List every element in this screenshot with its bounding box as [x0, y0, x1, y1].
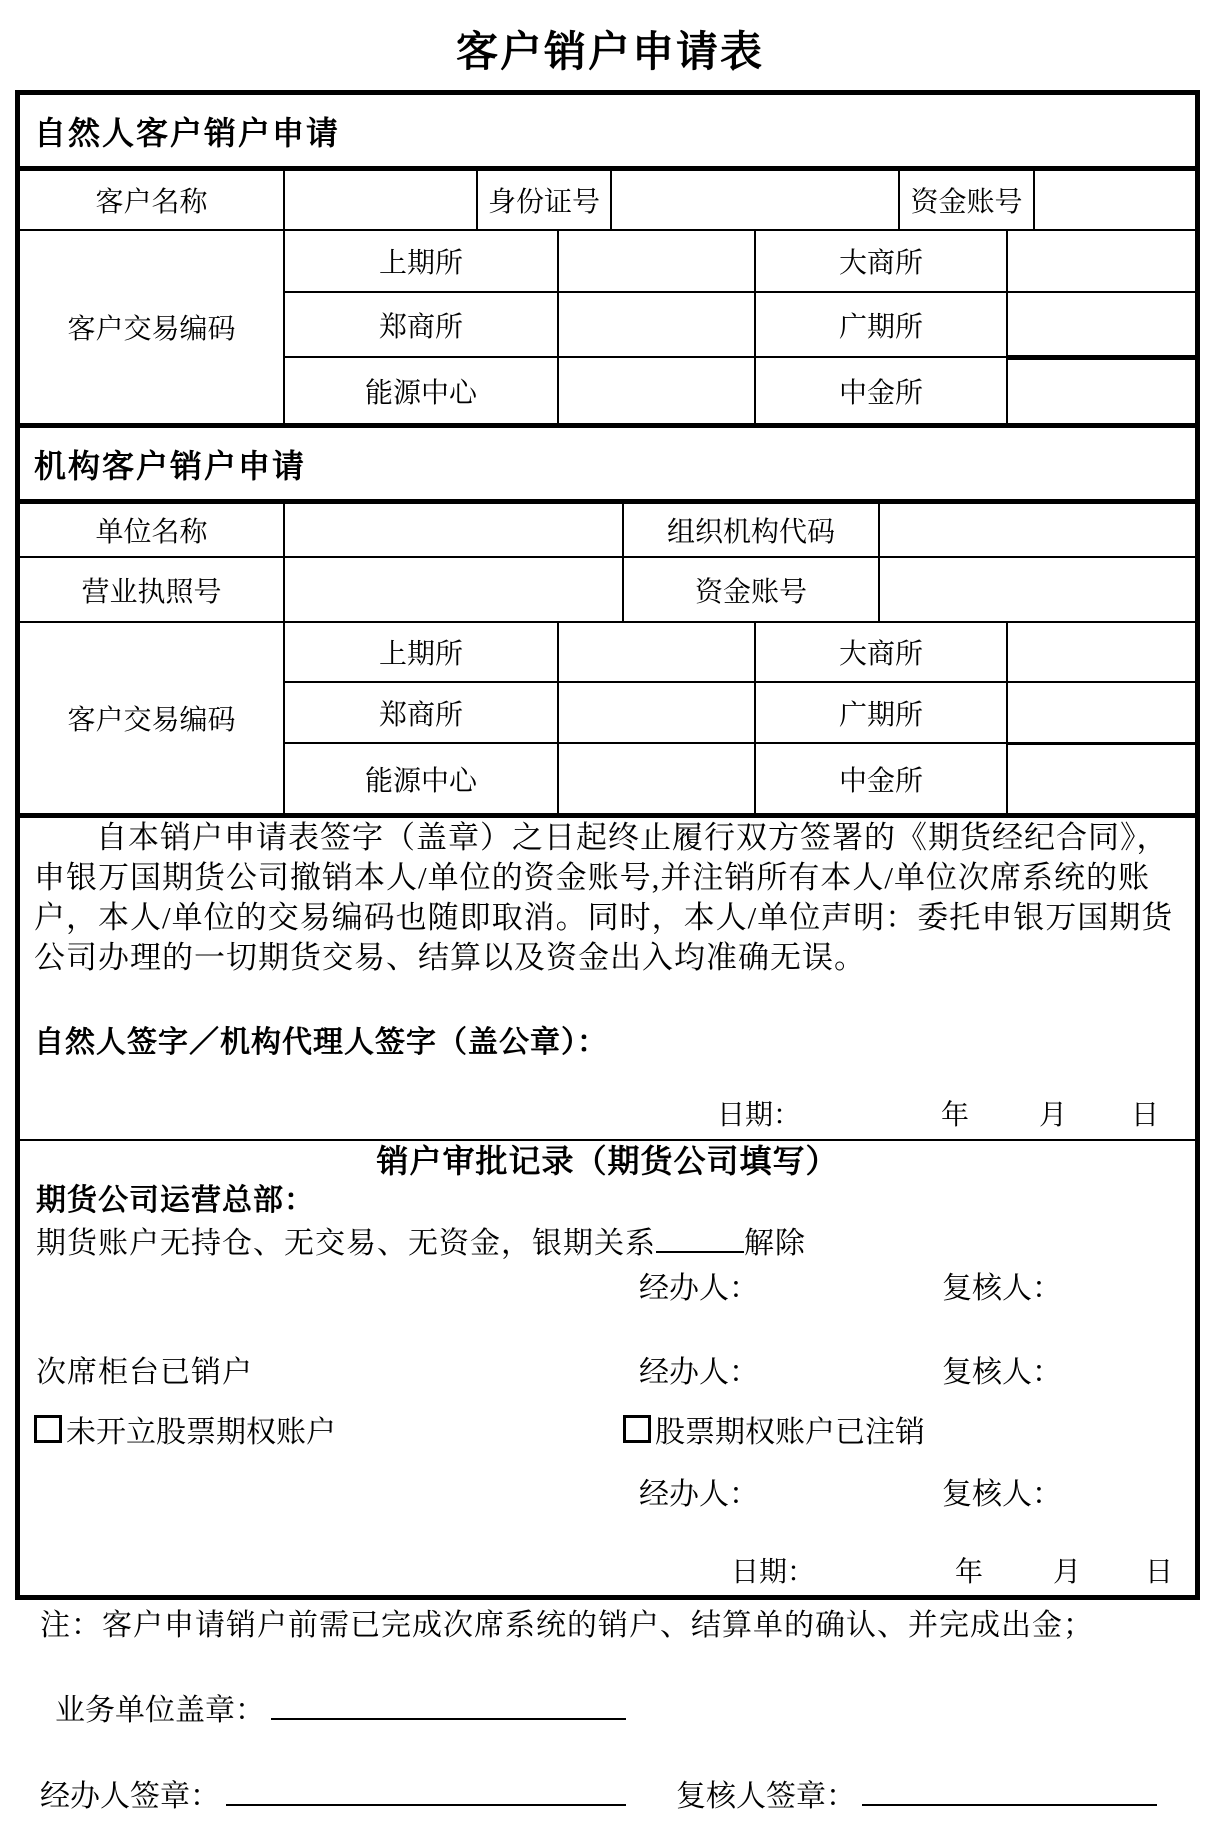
checkbox-item-option-closed [623, 1413, 925, 1453]
checkbox-option-closed-label: 股票期权账户已注销 [655, 1416, 925, 1449]
sub-seat-row [20, 1353, 1195, 1393]
capital-account-label: 资金账号 [899, 171, 1034, 229]
unit-seal-label: 业务单位盖章： [55, 1694, 265, 1727]
month-label: 月 [1038, 1100, 1067, 1131]
natural-shfe-field[interactable] [558, 230, 755, 292]
operator-seal-label: 经办人签章： [40, 1780, 220, 1813]
customer-name-field[interactable] [284, 171, 477, 229]
unit-seal-blank-field[interactable] [271, 1684, 626, 1720]
staff-row-1 [20, 1269, 1195, 1309]
institution-czce-field[interactable] [558, 682, 755, 743]
reviewer-label: 复核人： [942, 1478, 1062, 1511]
checkbox-option-closed-icon[interactable] [623, 1415, 651, 1443]
exchange-label-shfe: 上期所 [284, 230, 558, 292]
year-label: 年 [940, 1100, 969, 1131]
natural-trading-code-label: 客户交易编码 [20, 230, 284, 423]
exchange-label-shfe: 上期所 [284, 622, 558, 682]
institution-cffex-field[interactable] [1007, 743, 1195, 813]
natural-trading-code-table [20, 229, 1195, 423]
customer-name-label: 客户名称 [20, 171, 284, 229]
hq-label: 期货公司运营总部： [36, 1184, 315, 1217]
declaration-line-4: 公司办理的一切期货交易、结算以及资金出入均准确无误。 [34, 940, 866, 975]
operator-label: 经办人： [639, 1478, 759, 1511]
natural-cffex-field[interactable] [1007, 357, 1195, 423]
month-label: 月 [1052, 1557, 1081, 1588]
exchange-label-gfex: 广期所 [755, 292, 1007, 357]
approval-title: 销户审批记录（期货公司填写） [376, 1143, 839, 1179]
staff-row-2 [20, 1475, 1195, 1515]
operator-label: 经办人： [639, 1356, 759, 1389]
natural-ine-field[interactable] [558, 357, 755, 423]
natural-section-header: 自然人客户销户申请 [20, 95, 1195, 171]
approval-date-row [20, 1557, 1195, 1589]
declaration-section [20, 813, 1195, 1139]
natural-gfex-field[interactable] [1007, 292, 1195, 357]
institution-gfex-field[interactable] [1007, 682, 1195, 743]
inst-capital-account-field[interactable] [879, 557, 1195, 621]
institution-trading-code-label: 客户交易编码 [20, 622, 284, 813]
declaration-line-3: 户，本人/单位的交易编码也随即取消。同时，本人/单位声明：委托申银万国期货 [34, 900, 1174, 935]
year-label: 年 [954, 1557, 983, 1588]
exchange-label-czce: 郑商所 [284, 682, 558, 743]
operator-label: 经办人： [639, 1272, 759, 1305]
reviewer-seal-label: 复核人签章： [676, 1780, 856, 1813]
natural-info-table [20, 171, 1195, 229]
form-box [15, 90, 1200, 1600]
condition-suffix: 解除 [744, 1227, 806, 1260]
day-label: 日 [1130, 1100, 1159, 1131]
org-code-label: 组织机构代码 [623, 504, 879, 557]
sub-seat-label: 次席柜台已销户 [36, 1356, 253, 1389]
reviewer-label: 复核人： [942, 1356, 1062, 1389]
exchange-label-ine: 能源中心 [284, 357, 558, 423]
natural-dce-field[interactable] [1007, 230, 1195, 292]
operator-reviewer-seal-row [0, 1770, 1220, 1814]
institution-dce-field[interactable] [1007, 622, 1195, 682]
exchange-label-cffex: 中金所 [755, 357, 1007, 423]
page-title: 客户销户申请表 [455, 28, 764, 75]
exchange-label-cffex: 中金所 [755, 743, 1007, 813]
institution-shfe-field[interactable] [558, 622, 755, 682]
date-label: 日期： [730, 1557, 815, 1588]
day-label: 日 [1144, 1557, 1173, 1588]
institution-ine-field[interactable] [558, 743, 755, 813]
signature-heading: 自然人签字／机构代理人签字（盖公章）： [34, 1026, 608, 1059]
bank-link-blank-field[interactable] [656, 1221, 744, 1253]
signature-date-row [34, 1100, 1181, 1132]
checkbox-item-no-option [34, 1413, 336, 1453]
declaration-line-1: 自本销户申请表签字（盖章）之日起终止履行双方签署的《期货经纪合同》， [96, 820, 1169, 855]
option-checkbox-row [20, 1413, 1195, 1453]
capital-account-field[interactable] [1034, 171, 1195, 229]
id-number-field[interactable] [611, 171, 899, 229]
unit-name-field[interactable] [284, 504, 623, 557]
reviewer-label: 复核人： [942, 1272, 1062, 1305]
org-code-field[interactable] [879, 504, 1195, 557]
inst-capital-account-label: 资金账号 [623, 557, 879, 621]
exchange-label-dce: 大商所 [755, 622, 1007, 682]
institution-section-header: 机构客户销户申请 [20, 423, 1195, 504]
unit-seal-row [0, 1684, 1220, 1728]
date-label: 日期： [716, 1100, 801, 1131]
condition-line [20, 1221, 1195, 1261]
natural-czce-field[interactable] [558, 292, 755, 357]
exchange-label-ine: 能源中心 [284, 743, 558, 813]
footer-note: 注：客户申请销户前需已完成次席系统的销户、结算单的确认、并完成出金； [40, 1609, 1094, 1642]
checkbox-no-option-label: 未开立股票期权账户 [66, 1416, 336, 1449]
operator-seal-blank-field[interactable] [226, 1770, 626, 1806]
approval-section [20, 1139, 1195, 1595]
exchange-label-dce: 大商所 [755, 230, 1007, 292]
id-number-label: 身份证号 [477, 171, 611, 229]
unit-name-label: 单位名称 [20, 504, 284, 557]
declaration-line-2: 申银万国期货公司撤销本人/单位的资金账号,并注销所有本人/单位次席系统的账 [34, 860, 1150, 895]
institution-trading-code-table [20, 621, 1195, 813]
license-field[interactable] [284, 557, 623, 621]
institution-info-table [20, 504, 1195, 621]
reviewer-seal-blank-field[interactable] [862, 1770, 1157, 1806]
condition-prefix: 期货账户无持仓、无交易、无资金，银期关系 [36, 1227, 656, 1260]
exchange-label-czce: 郑商所 [284, 292, 558, 357]
exchange-label-gfex: 广期所 [755, 682, 1007, 743]
checkbox-no-option-icon[interactable] [34, 1415, 62, 1443]
license-label: 营业执照号 [20, 557, 284, 621]
